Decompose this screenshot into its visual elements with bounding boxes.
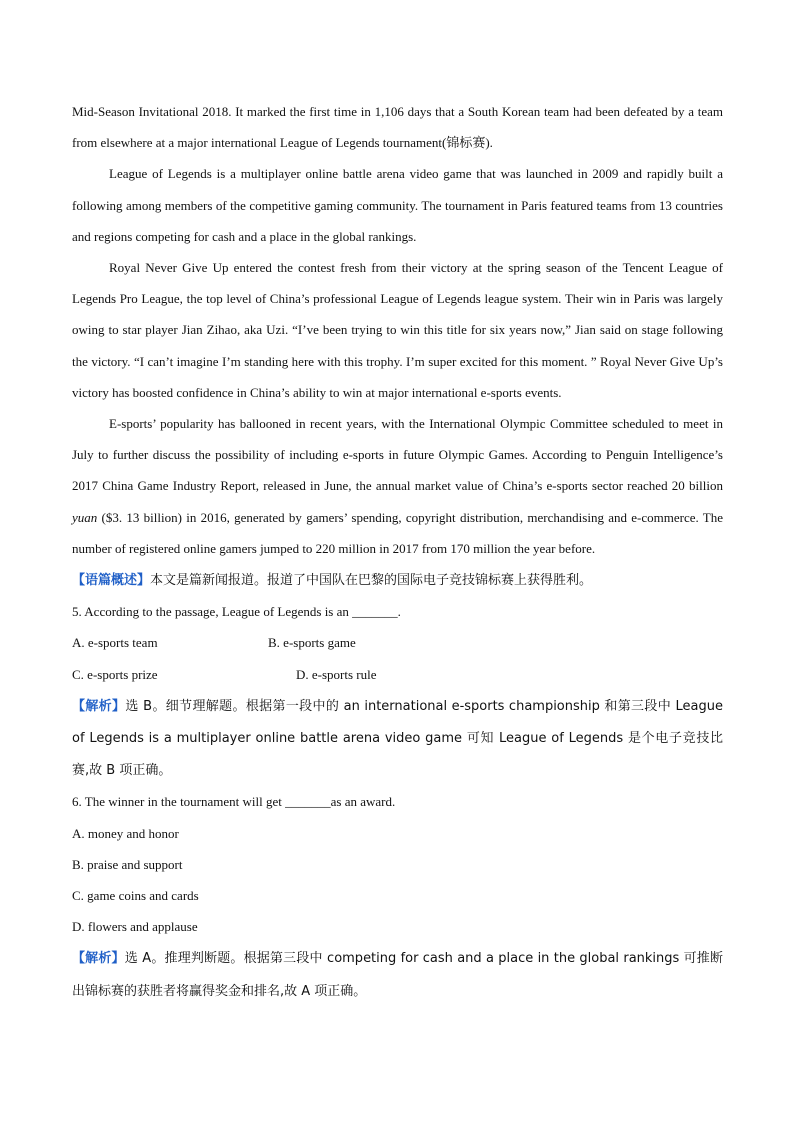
question-6-option-a: A. money and honor xyxy=(72,825,179,841)
paragraph-4-text-a: E-sports’ popularity has ballooned in recent years, with the International Olympic Committee scheduled to meet in July to further discuss the possibility of including e-sports in future Olympic Games. According to Penguin Intelligence’s 2017 China Game Industry Report, released in June, the annual market value of China’s e-sports sector reached 20 billion xyxy=(72,416,723,494)
paragraph-4-text-b: ($3. 13 billion) in 2016, generated by gamers’ spending, copyright distribution, merchandising and e-commerce. The number of registered online gamers jumped to 220 million in 2017 from 170 million the year before. xyxy=(72,509,723,556)
question-5-option-a: A. e-sports team xyxy=(72,635,158,651)
question-5-option-d: D. e-sports rule xyxy=(296,666,377,682)
document-page xyxy=(72,96,723,1007)
question-5-options-row-2 xyxy=(72,659,723,690)
passage-paragraph-2: League of Legends is a multiplayer online battle arena video game that was launched in 2009 and rapidly built a following among members of the competitive gaming community. The tournament in Paris featured teams from 13 countries and regions competing for cash and a place in the global rankings. xyxy=(72,166,723,244)
question-6-option-b: B. praise and support xyxy=(72,856,183,872)
question-5-analysis-text: 选 B。细节理解题。根据第一段中的 an international e-sports championship 和第三段中 League of Legends is a multiplayer online battle arena video game 可知 League of Legends 是个电子竞技比赛,故 B 项正确。 xyxy=(72,698,723,779)
question-6-stem: 6. The winner in the tournament will get _______as an award. xyxy=(72,794,396,810)
question-6-option-c: C. game coins and cards xyxy=(72,888,199,904)
question-5-analysis-tag: 【解析】 xyxy=(72,698,126,714)
passage-paragraph-3: Royal Never Give Up entered the contest fresh from their victory at the spring season of the Tencent League of Legends Pro League, the top level of China’s professional League of Legends league system. Their win in Paris was largely owing to star player Jian Zihao, aka Uzi. “I’ve been trying to win this title for six years now,” Jian said on stage following the victory. “I can’t imagine I’m standing here with this trophy. I’m super excited for this moment. ” Royal Never Give Up’s victory has boosted confidence in China’s ability to win at major international e-sports events. xyxy=(72,260,723,400)
passage-paragraph-4 xyxy=(72,408,723,564)
question-5-stem: 5. According to the passage, League of Legends is an _______. xyxy=(72,604,401,620)
paragraph-4-italic: yuan xyxy=(72,509,98,525)
summary-tag: 【语篇概述】 xyxy=(72,573,151,589)
question-5-option-b: B. e-sports game xyxy=(268,635,356,651)
question-6-analysis-text: 选 A。推理判断题。根据第三段中 competing for cash and a place in the global rankings 可推断出锦标赛的获胜者将赢得奖金和排名,故 A 项正确。 xyxy=(72,951,723,999)
question-5-option-c: C. e-sports prize xyxy=(72,666,158,682)
passage-paragraph-1: Mid-Season Invitational 2018. It marked the first time in 1,106 days that a South Korean team had been defeated by a team from elsewhere at a major international League of Legends tournament(锦标赛). xyxy=(72,104,723,151)
summary xyxy=(72,564,723,596)
summary-text: 本文是篇新闻报道。报道了中国队在巴黎的国际电子竞技锦标赛上获得胜利。 xyxy=(150,573,593,589)
question-5-analysis xyxy=(72,690,723,787)
question-5-options-row-1 xyxy=(72,627,723,658)
question-6-option-d: D. flowers and applause xyxy=(72,919,198,935)
question-6-analysis xyxy=(72,942,723,1006)
question-6-analysis-tag: 【解析】 xyxy=(72,951,125,967)
